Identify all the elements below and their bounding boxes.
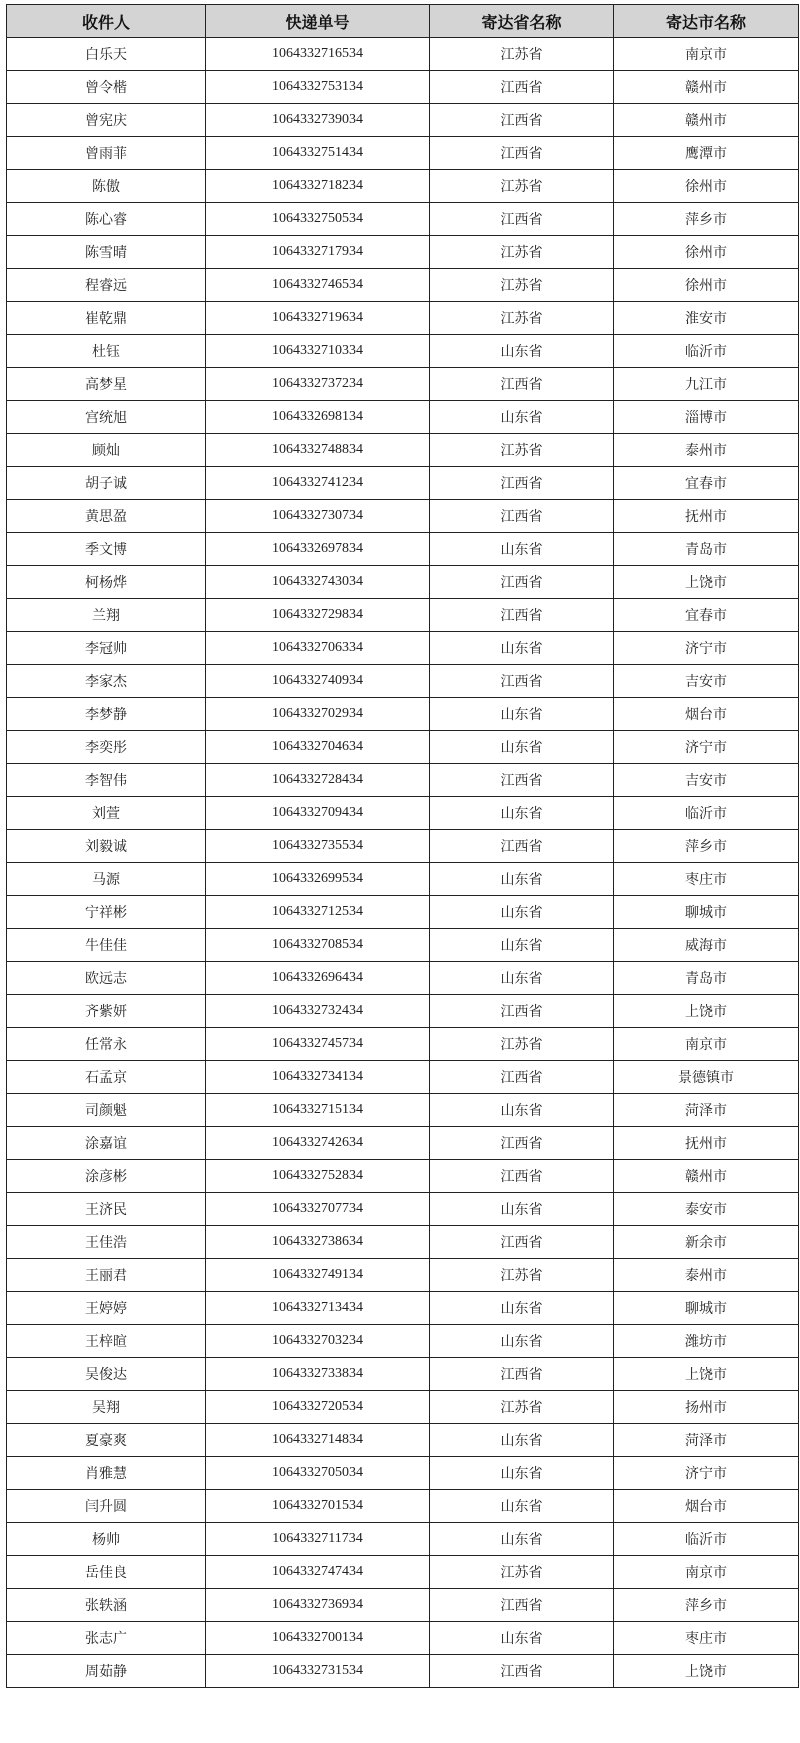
recipient-cell: 岳佳良 [7, 1556, 206, 1589]
province-cell: 山东省 [430, 797, 614, 830]
table-row [7, 1622, 799, 1655]
province-cell: 山东省 [430, 1325, 614, 1358]
province-cell: 江苏省 [430, 170, 614, 203]
recipient-cell: 王佳浩 [7, 1226, 206, 1259]
province-cell: 山东省 [430, 1094, 614, 1127]
province-cell: 江西省 [430, 830, 614, 863]
recipient-cell: 曾令楷 [7, 71, 206, 104]
province-cell: 山东省 [430, 698, 614, 731]
recipient-cell: 宁祥彬 [7, 896, 206, 929]
recipient-cell: 齐紫妍 [7, 995, 206, 1028]
province-cell: 江苏省 [430, 434, 614, 467]
city-cell: 徐州市 [614, 236, 799, 269]
city-cell: 吉安市 [614, 665, 799, 698]
recipient-cell: 吴俊达 [7, 1358, 206, 1391]
tracking-number-cell: 1064332732434 [206, 995, 430, 1028]
province-cell: 江西省 [430, 1061, 614, 1094]
tracking-number-cell: 1064332737234 [206, 368, 430, 401]
tracking-number-cell: 1064332743034 [206, 566, 430, 599]
recipient-cell: 张轶涵 [7, 1589, 206, 1622]
city-cell: 济宁市 [614, 731, 799, 764]
city-cell: 上饶市 [614, 995, 799, 1028]
province-cell: 江苏省 [430, 38, 614, 71]
recipient-cell: 陈雪晴 [7, 236, 206, 269]
tracking-number-cell: 1064332699534 [206, 863, 430, 896]
recipient-cell: 夏豪爽 [7, 1424, 206, 1457]
city-cell: 宜春市 [614, 599, 799, 632]
table-row [7, 269, 799, 302]
shipment-sheet [6, 4, 799, 1688]
recipient-cell: 柯杨烨 [7, 566, 206, 599]
table-header [7, 5, 799, 38]
city-cell: 鹰潭市 [614, 137, 799, 170]
province-cell: 山东省 [430, 731, 614, 764]
city-cell: 扬州市 [614, 1391, 799, 1424]
province-cell: 江西省 [430, 599, 614, 632]
city-cell: 萍乡市 [614, 203, 799, 236]
table-row [7, 1325, 799, 1358]
recipient-cell: 张志广 [7, 1622, 206, 1655]
tracking-number-cell: 1064332698134 [206, 401, 430, 434]
recipient-cell: 崔乾鼎 [7, 302, 206, 335]
province-cell: 江西省 [430, 71, 614, 104]
tracking-number-cell: 1064332734134 [206, 1061, 430, 1094]
tracking-number-cell: 1064332741234 [206, 467, 430, 500]
city-cell: 徐州市 [614, 170, 799, 203]
recipient-cell: 白乐天 [7, 38, 206, 71]
tracking-number-cell: 1064332739034 [206, 104, 430, 137]
tracking-number-cell: 1064332753134 [206, 71, 430, 104]
tracking-number-cell: 1064332712534 [206, 896, 430, 929]
recipient-cell: 李家杰 [7, 665, 206, 698]
table-row [7, 38, 799, 71]
city-cell: 枣庄市 [614, 1622, 799, 1655]
city-cell: 泰州市 [614, 1259, 799, 1292]
province-cell: 江苏省 [430, 1556, 614, 1589]
recipient-cell: 李梦静 [7, 698, 206, 731]
tracking-number-cell: 1064332705034 [206, 1457, 430, 1490]
tracking-number-cell: 1064332751434 [206, 137, 430, 170]
tracking-number-cell: 1064332740934 [206, 665, 430, 698]
table-row [7, 1523, 799, 1556]
table-row [7, 665, 799, 698]
recipient-cell: 高梦星 [7, 368, 206, 401]
city-cell: 宜春市 [614, 467, 799, 500]
table-row [7, 104, 799, 137]
city-cell: 青岛市 [614, 533, 799, 566]
table-row [7, 995, 799, 1028]
tracking-number-cell: 1064332708534 [206, 929, 430, 962]
province-cell: 山东省 [430, 896, 614, 929]
city-cell: 萍乡市 [614, 1589, 799, 1622]
recipient-cell: 黄思盈 [7, 500, 206, 533]
city-cell: 济宁市 [614, 1457, 799, 1490]
tracking-number-cell: 1064332717934 [206, 236, 430, 269]
recipient-cell: 刘萱 [7, 797, 206, 830]
province-cell: 江西省 [430, 1655, 614, 1688]
province-cell: 山东省 [430, 1490, 614, 1523]
recipient-cell: 曾雨菲 [7, 137, 206, 170]
province-cell: 江西省 [430, 203, 614, 236]
table-row [7, 368, 799, 401]
recipient-cell: 王丽君 [7, 1259, 206, 1292]
province-cell: 江西省 [430, 1358, 614, 1391]
tracking-number-cell: 1064332719634 [206, 302, 430, 335]
table-row [7, 1061, 799, 1094]
tracking-number-cell: 1064332736934 [206, 1589, 430, 1622]
table-row [7, 1028, 799, 1061]
province-cell: 江苏省 [430, 1028, 614, 1061]
city-cell: 萍乡市 [614, 830, 799, 863]
table-row [7, 863, 799, 896]
tracking-number-cell: 1064332711734 [206, 1523, 430, 1556]
recipient-cell: 涂嘉谊 [7, 1127, 206, 1160]
table-row [7, 401, 799, 434]
table-row [7, 1424, 799, 1457]
table-row [7, 764, 799, 797]
tracking-number-cell: 1064332729834 [206, 599, 430, 632]
tracking-number-cell: 1064332720534 [206, 1391, 430, 1424]
tracking-number-cell: 1064332746534 [206, 269, 430, 302]
table-row [7, 467, 799, 500]
city-cell: 淄博市 [614, 401, 799, 434]
tracking-number-cell: 1064332735534 [206, 830, 430, 863]
table-row [7, 830, 799, 863]
table-row [7, 236, 799, 269]
table-body [7, 38, 799, 1688]
header-row [7, 5, 799, 38]
tracking-number-cell: 1064332733834 [206, 1358, 430, 1391]
header-recipient: 收件人 [7, 5, 206, 38]
city-cell: 南京市 [614, 1028, 799, 1061]
city-cell: 徐州市 [614, 269, 799, 302]
recipient-cell: 李冠帅 [7, 632, 206, 665]
tracking-number-cell: 1064332742634 [206, 1127, 430, 1160]
province-cell: 江西省 [430, 1160, 614, 1193]
city-cell: 烟台市 [614, 1490, 799, 1523]
city-cell: 菏泽市 [614, 1094, 799, 1127]
table-row [7, 1259, 799, 1292]
province-cell: 山东省 [430, 863, 614, 896]
recipient-cell: 石孟京 [7, 1061, 206, 1094]
city-cell: 南京市 [614, 1556, 799, 1589]
recipient-cell: 陈傲 [7, 170, 206, 203]
table-row [7, 1094, 799, 1127]
shipment-table [6, 4, 799, 1688]
recipient-cell: 马源 [7, 863, 206, 896]
table-row [7, 1490, 799, 1523]
province-cell: 江西省 [430, 566, 614, 599]
tracking-number-cell: 1064332700134 [206, 1622, 430, 1655]
tracking-number-cell: 1064332706334 [206, 632, 430, 665]
city-cell: 泰州市 [614, 434, 799, 467]
city-cell: 上饶市 [614, 1655, 799, 1688]
province-cell: 山东省 [430, 1292, 614, 1325]
tracking-number-cell: 1064332730734 [206, 500, 430, 533]
tracking-number-cell: 1064332715134 [206, 1094, 430, 1127]
city-cell: 枣庄市 [614, 863, 799, 896]
table-row [7, 962, 799, 995]
province-cell: 山东省 [430, 533, 614, 566]
recipient-cell: 王婷婷 [7, 1292, 206, 1325]
table-row [7, 1457, 799, 1490]
province-cell: 山东省 [430, 401, 614, 434]
tracking-number-cell: 1064332738634 [206, 1226, 430, 1259]
province-cell: 江西省 [430, 137, 614, 170]
table-row [7, 929, 799, 962]
city-cell: 景德镇市 [614, 1061, 799, 1094]
tracking-number-cell: 1064332748834 [206, 434, 430, 467]
table-row [7, 170, 799, 203]
header-tracking-number: 快递单号 [206, 5, 430, 38]
city-cell: 临沂市 [614, 797, 799, 830]
tracking-number-cell: 1064332750534 [206, 203, 430, 236]
table-row [7, 500, 799, 533]
city-cell: 抚州市 [614, 1127, 799, 1160]
table-row [7, 1160, 799, 1193]
province-cell: 江西省 [430, 995, 614, 1028]
city-cell: 临沂市 [614, 335, 799, 368]
city-cell: 吉安市 [614, 764, 799, 797]
header-province: 寄达省名称 [430, 5, 614, 38]
recipient-cell: 吴翔 [7, 1391, 206, 1424]
province-cell: 山东省 [430, 632, 614, 665]
recipient-cell: 牛佳佳 [7, 929, 206, 962]
city-cell: 抚州市 [614, 500, 799, 533]
recipient-cell: 季文博 [7, 533, 206, 566]
table-row [7, 1655, 799, 1688]
table-row [7, 599, 799, 632]
table-row [7, 1127, 799, 1160]
city-cell: 烟台市 [614, 698, 799, 731]
recipient-cell: 顾灿 [7, 434, 206, 467]
tracking-number-cell: 1064332710334 [206, 335, 430, 368]
tracking-number-cell: 1064332709434 [206, 797, 430, 830]
tracking-number-cell: 1064332747434 [206, 1556, 430, 1589]
recipient-cell: 李奕彤 [7, 731, 206, 764]
recipient-cell: 欧远志 [7, 962, 206, 995]
recipient-cell: 胡子诚 [7, 467, 206, 500]
table-row [7, 434, 799, 467]
recipient-cell: 涂彦彬 [7, 1160, 206, 1193]
province-cell: 江苏省 [430, 236, 614, 269]
province-cell: 山东省 [430, 335, 614, 368]
city-cell: 上饶市 [614, 1358, 799, 1391]
province-cell: 山东省 [430, 1193, 614, 1226]
table-row [7, 1391, 799, 1424]
tracking-number-cell: 1064332749134 [206, 1259, 430, 1292]
recipient-cell: 杨帅 [7, 1523, 206, 1556]
city-cell: 聊城市 [614, 896, 799, 929]
tracking-number-cell: 1064332696434 [206, 962, 430, 995]
table-row [7, 71, 799, 104]
table-row [7, 896, 799, 929]
city-cell: 新余市 [614, 1226, 799, 1259]
province-cell: 山东省 [430, 1424, 614, 1457]
tracking-number-cell: 1064332752834 [206, 1160, 430, 1193]
recipient-cell: 任常永 [7, 1028, 206, 1061]
recipient-cell: 司颜魁 [7, 1094, 206, 1127]
recipient-cell: 陈心睿 [7, 203, 206, 236]
table-row [7, 1358, 799, 1391]
city-cell: 青岛市 [614, 962, 799, 995]
province-cell: 江苏省 [430, 1259, 614, 1292]
province-cell: 山东省 [430, 1457, 614, 1490]
recipient-cell: 王济民 [7, 1193, 206, 1226]
province-cell: 江苏省 [430, 1391, 614, 1424]
province-cell: 江西省 [430, 368, 614, 401]
province-cell: 山东省 [430, 1523, 614, 1556]
city-cell: 泰安市 [614, 1193, 799, 1226]
province-cell: 江西省 [430, 104, 614, 137]
recipient-cell: 刘毅诚 [7, 830, 206, 863]
table-row [7, 137, 799, 170]
city-cell: 潍坊市 [614, 1325, 799, 1358]
province-cell: 江苏省 [430, 302, 614, 335]
city-cell: 南京市 [614, 38, 799, 71]
header-city: 寄达市名称 [614, 5, 799, 38]
province-cell: 江西省 [430, 500, 614, 533]
recipient-cell: 周茹静 [7, 1655, 206, 1688]
province-cell: 江西省 [430, 1226, 614, 1259]
table-row [7, 731, 799, 764]
city-cell: 聊城市 [614, 1292, 799, 1325]
province-cell: 江西省 [430, 764, 614, 797]
tracking-number-cell: 1064332702934 [206, 698, 430, 731]
city-cell: 赣州市 [614, 71, 799, 104]
table-row [7, 203, 799, 236]
table-row [7, 632, 799, 665]
tracking-number-cell: 1064332718234 [206, 170, 430, 203]
city-cell: 上饶市 [614, 566, 799, 599]
city-cell: 赣州市 [614, 104, 799, 137]
city-cell: 九江市 [614, 368, 799, 401]
province-cell: 江西省 [430, 665, 614, 698]
province-cell: 山东省 [430, 962, 614, 995]
tracking-number-cell: 1064332713434 [206, 1292, 430, 1325]
province-cell: 山东省 [430, 929, 614, 962]
tracking-number-cell: 1064332697834 [206, 533, 430, 566]
table-row [7, 335, 799, 368]
city-cell: 菏泽市 [614, 1424, 799, 1457]
recipient-cell: 杜钰 [7, 335, 206, 368]
table-row [7, 1226, 799, 1259]
table-row [7, 1193, 799, 1226]
city-cell: 临沂市 [614, 1523, 799, 1556]
province-cell: 江西省 [430, 467, 614, 500]
recipient-cell: 宫统旭 [7, 401, 206, 434]
table-row [7, 698, 799, 731]
recipient-cell: 李智伟 [7, 764, 206, 797]
city-cell: 赣州市 [614, 1160, 799, 1193]
province-cell: 山东省 [430, 1622, 614, 1655]
tracking-number-cell: 1064332704634 [206, 731, 430, 764]
city-cell: 济宁市 [614, 632, 799, 665]
table-row [7, 797, 799, 830]
city-cell: 淮安市 [614, 302, 799, 335]
recipient-cell: 程睿远 [7, 269, 206, 302]
province-cell: 江西省 [430, 1127, 614, 1160]
tracking-number-cell: 1064332745734 [206, 1028, 430, 1061]
recipient-cell: 兰翔 [7, 599, 206, 632]
tracking-number-cell: 1064332731534 [206, 1655, 430, 1688]
table-row [7, 1589, 799, 1622]
recipient-cell: 闫升圆 [7, 1490, 206, 1523]
province-cell: 江苏省 [430, 269, 614, 302]
tracking-number-cell: 1064332728434 [206, 764, 430, 797]
recipient-cell: 王梓暄 [7, 1325, 206, 1358]
city-cell: 威海市 [614, 929, 799, 962]
recipient-cell: 曾宪庆 [7, 104, 206, 137]
tracking-number-cell: 1064332707734 [206, 1193, 430, 1226]
province-cell: 江西省 [430, 1589, 614, 1622]
table-row [7, 533, 799, 566]
table-row [7, 566, 799, 599]
tracking-number-cell: 1064332701534 [206, 1490, 430, 1523]
tracking-number-cell: 1064332703234 [206, 1325, 430, 1358]
table-row [7, 1556, 799, 1589]
table-row [7, 302, 799, 335]
tracking-number-cell: 1064332714834 [206, 1424, 430, 1457]
tracking-number-cell: 1064332716534 [206, 38, 430, 71]
table-row [7, 1292, 799, 1325]
recipient-cell: 肖雅慧 [7, 1457, 206, 1490]
